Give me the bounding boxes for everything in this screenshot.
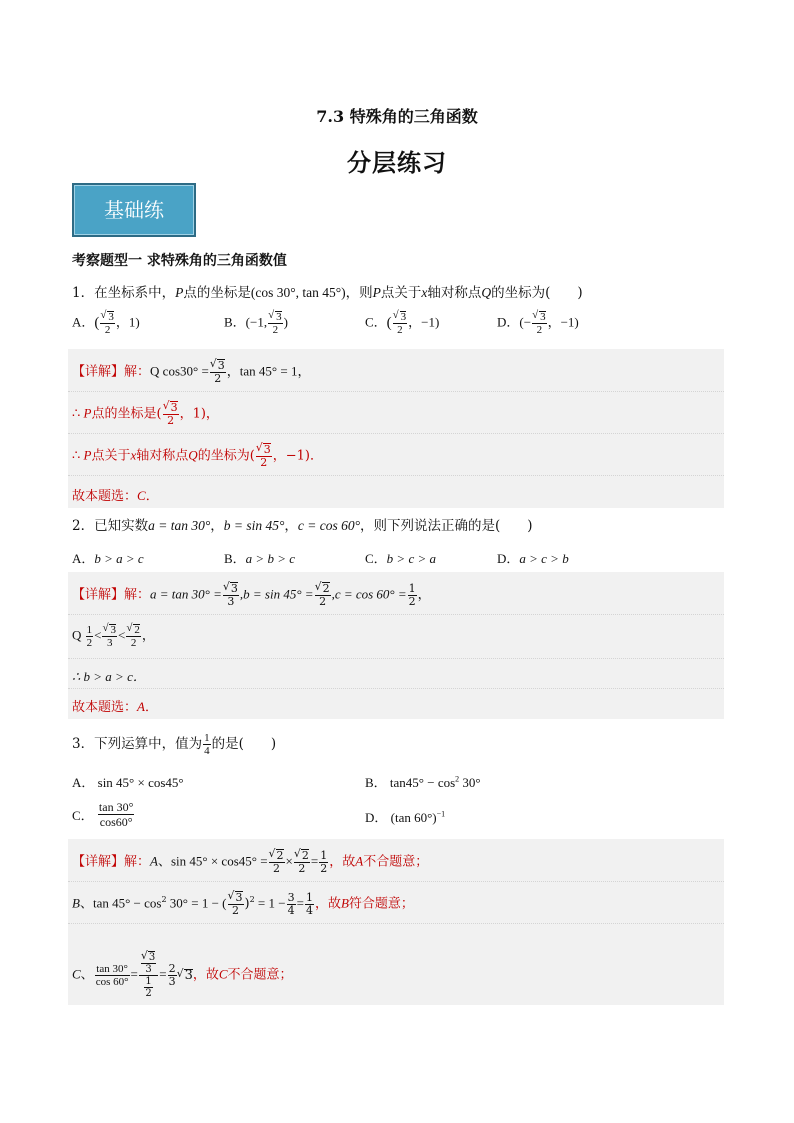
- fraction: [86, 624, 94, 649]
- option-text: sin 45° × cos45°: [97, 775, 184, 790]
- option-label: B．: [224, 551, 246, 566]
- choice-c: C: [72, 966, 81, 982]
- answer-math: = 1 −: [254, 895, 286, 911]
- var-p: P: [83, 447, 92, 463]
- answer-math: 、sin 45° × cos45° =: [157, 853, 268, 869]
- option-text: a > b > c: [245, 551, 295, 566]
- denominator: 2: [298, 862, 306, 875]
- choice-a: A: [150, 853, 158, 869]
- option-label: D．: [497, 551, 520, 566]
- answer-math: Q cos30° =: [150, 363, 209, 379]
- denominator: 2: [260, 456, 268, 469]
- answer-text: ，1)，: [179, 406, 219, 422]
- sqrt: √ 2: [276, 849, 284, 861]
- choice-a: A: [355, 853, 364, 869]
- q1-stem-text: 点的坐标是: [183, 285, 251, 301]
- q3-stem-text: 3．下列运算中，值为: [72, 736, 203, 752]
- q1-stem-text: 1．在坐标系中，: [72, 285, 176, 301]
- fraction: [315, 582, 331, 608]
- sqrt: √ 3: [107, 311, 114, 323]
- answer-text: 点关于: [91, 448, 131, 464]
- q2-answer-box: [68, 572, 724, 719]
- q1-stem-text: 点关于: [380, 285, 422, 301]
- denominator: 2: [408, 594, 416, 608]
- q2-stem-text: 2．已知实数: [72, 518, 149, 534]
- q1-var-x: x: [421, 285, 428, 300]
- option-text: ，1): [115, 314, 140, 330]
- denominator: cos60°: [99, 815, 133, 829]
- sqrt: √ 3: [170, 401, 178, 413]
- superscript: 2: [455, 774, 460, 784]
- sqrt: √ 3: [400, 311, 407, 323]
- fraction: [228, 891, 244, 917]
- numerator: 1: [408, 581, 416, 595]
- answer-text: ．: [145, 489, 159, 504]
- times: ×: [285, 853, 293, 869]
- option-text: ，−1): [547, 314, 579, 330]
- option-text: b > c > a: [386, 551, 436, 566]
- fraction: [393, 311, 408, 336]
- var-x: x: [130, 447, 137, 463]
- equals: =: [296, 895, 304, 911]
- fraction: [98, 800, 134, 829]
- fraction: [102, 624, 117, 649]
- equals: =: [130, 966, 138, 982]
- answer-text: 解：: [124, 587, 151, 603]
- q3-stem-text: 的是( ): [211, 736, 277, 752]
- denominator: 2: [214, 372, 222, 385]
- answer-text: 故本题选：: [72, 489, 138, 504]
- option-label: C．: [365, 551, 387, 566]
- fraction: [256, 443, 272, 469]
- denominator: 2: [167, 414, 175, 427]
- fraction: [408, 583, 417, 608]
- q2-stem-text: ，则下列说法正确的是( ): [360, 518, 533, 534]
- equals: =: [159, 966, 167, 982]
- numerator: tan 30°: [98, 800, 134, 814]
- var-p: P: [83, 405, 92, 421]
- q1-var-p: P: [175, 285, 184, 300]
- fraction: [210, 359, 226, 385]
- answer-text: ，: [141, 627, 155, 643]
- q2-answer-line-3: ∴ b > a > c．: [72, 669, 146, 684]
- answer-text: ，故: [329, 854, 356, 870]
- choice-b: B: [72, 895, 80, 911]
- answer-math: ,b = sin 45° =: [239, 586, 314, 602]
- denominator: 3: [106, 637, 113, 649]
- answer-text: 轴对称点: [136, 448, 189, 464]
- q1-var-p: P: [372, 285, 381, 300]
- answer-text: 不合题意；: [363, 854, 429, 870]
- denominator: 4: [204, 745, 210, 757]
- sqrt: √ 2: [301, 849, 309, 861]
- denominator: 3: [168, 974, 176, 988]
- answer-math: 、tan 45° − cos: [79, 895, 162, 911]
- numerator: 1: [86, 624, 93, 636]
- detail-tag: 【详解】: [72, 854, 125, 870]
- option-label: A．: [72, 551, 95, 566]
- sqrt: √ 2: [322, 582, 330, 594]
- denominator: 2: [536, 324, 543, 336]
- fraction: [305, 892, 314, 917]
- denominator: 2: [104, 324, 111, 336]
- fraction: [95, 963, 130, 988]
- equals: =: [310, 853, 319, 869]
- q2-option-b[interactable]: [224, 548, 295, 567]
- answer-text: 解：: [124, 854, 151, 870]
- denominator: 2: [130, 637, 137, 649]
- q2-option-d[interactable]: [497, 548, 569, 567]
- denominator: 3: [145, 964, 152, 975]
- option-label: B．: [224, 314, 246, 330]
- lt: <: [117, 627, 126, 643]
- denominator: 2: [86, 637, 93, 649]
- answer-math: 30° = 1 − (: [166, 895, 227, 911]
- q2-option-c[interactable]: [365, 548, 436, 567]
- q2-stem: [72, 514, 533, 534]
- q1-answer-line-2: [72, 401, 219, 427]
- answer-text: 解：: [124, 364, 151, 380]
- q3-option-a[interactable]: [72, 772, 184, 791]
- q3-option-d[interactable]: [365, 807, 445, 826]
- q3-option-c[interactable]: [72, 800, 135, 829]
- numerator: 3: [287, 890, 295, 904]
- numerator: tan 30°: [96, 962, 128, 975]
- fraction: [269, 849, 285, 875]
- q1-stem-text: ，则: [345, 285, 373, 301]
- answer-text: 不合题意；: [227, 967, 293, 983]
- option-label: C．: [365, 314, 387, 330]
- denominator: 2: [273, 862, 281, 875]
- answer-text: 的坐标为(: [197, 448, 255, 464]
- q1-answer-box: [68, 349, 724, 508]
- q1-coord: (cos 30°, tan 45°): [250, 285, 346, 300]
- q1-answer-line-1: [72, 359, 310, 385]
- answer-math: 、: [80, 966, 94, 982]
- numerator: 1: [320, 848, 328, 862]
- denominator: 2: [320, 861, 328, 875]
- fraction: [223, 582, 239, 608]
- denominator: 2: [145, 988, 152, 999]
- q2-answer-line-1: [72, 582, 431, 608]
- detail-tag: 【详解】: [72, 364, 125, 380]
- denominator: 3: [227, 595, 235, 608]
- q2-stem-text: ，: [210, 518, 224, 534]
- sqrt: √ 3: [217, 359, 225, 371]
- denominator: 4: [305, 903, 313, 917]
- fraction: [268, 311, 283, 336]
- answer-text: 故本题选：: [72, 700, 138, 715]
- q2-math: a = tan 30°: [148, 518, 211, 533]
- denominator: 2: [319, 595, 327, 608]
- choice-c: C: [218, 966, 228, 982]
- numerator: 1: [145, 976, 152, 987]
- q3-answer-line-2: B、$\tan 45^\circ - \cos^2 30^\circ = 1$ − ( √ $\frac{3}{2}$ )$^2$ = 1 − $\frac{3}{4}$ = $\frac{1}{4}$ ，故B符合题意；: [72, 891, 414, 917]
- denominator: 2: [272, 324, 279, 336]
- option-label: D．: [497, 314, 520, 330]
- document-title: 7.3 特殊角的三角函数: [316, 107, 478, 126]
- answer-choice: C: [137, 488, 146, 503]
- option-text: ): [283, 314, 288, 330]
- numerator: 1: [204, 732, 210, 744]
- q2-stem-text: ，: [284, 518, 298, 534]
- answer-text: 符合题意；: [348, 896, 414, 912]
- option-label: A．: [72, 314, 95, 330]
- fraction: [294, 849, 310, 875]
- q2-option-a[interactable]: [72, 548, 144, 567]
- q1-answer-line-4: [72, 485, 159, 504]
- option-label: A．: [72, 775, 95, 790]
- fraction: [168, 963, 177, 988]
- denominator: cos 60°: [95, 975, 129, 988]
- therefore: ∴: [72, 447, 84, 463]
- sqrt: √ 3: [230, 582, 238, 594]
- option-text: ，−1): [408, 314, 440, 330]
- q3-answer-line-1: [72, 849, 428, 875]
- q3-stem: [72, 732, 276, 757]
- sqrt: √ 3: [263, 443, 271, 455]
- sqrt: √ 3: [109, 624, 116, 636]
- q2-math: c = cos 60°: [297, 518, 360, 533]
- option-label: D．: [365, 810, 388, 825]
- fraction: [126, 624, 141, 649]
- answer-text: ，故: [314, 896, 341, 912]
- q1-stem-text: 轴对称点: [427, 285, 482, 301]
- document-subtitle: 分层练习: [347, 148, 447, 177]
- q3-option-b[interactable]: [365, 772, 481, 791]
- sqrt: √ 3: [275, 311, 282, 323]
- superscript: 2: [249, 895, 255, 905]
- answer-text: ，−1)．: [272, 448, 324, 464]
- fraction: [100, 311, 115, 336]
- q1-option-c[interactable]: C．( √ $\frac{3}{2}$ ，−1): [365, 311, 439, 336]
- detail-tag: 【详解】: [72, 587, 125, 603]
- q3-answer-line-3: [72, 951, 293, 999]
- answer-choice: A: [137, 699, 145, 714]
- therefore: ∴: [72, 405, 84, 421]
- numerator: 1: [305, 890, 313, 904]
- q1-var-q: Q: [481, 285, 492, 300]
- q1-option-b[interactable]: [224, 311, 288, 336]
- answer-text: ，故: [192, 967, 219, 983]
- answer-text: 点的坐标是(: [91, 406, 162, 422]
- option-text: (tan 60°): [390, 810, 437, 825]
- fraction: [532, 311, 547, 336]
- option-text: 30°: [459, 775, 481, 790]
- option-text: b > a > c: [94, 551, 144, 566]
- sqrt: √ 2: [133, 624, 140, 636]
- q1-stem: [72, 281, 583, 301]
- numerator: 2: [168, 961, 176, 975]
- q3-answer-box: [68, 839, 724, 1005]
- q2-answer-line-4: [72, 696, 158, 715]
- because: Q: [72, 627, 82, 643]
- answer-text: ．: [144, 700, 158, 715]
- sqrt: √ 3: [148, 951, 155, 963]
- option-text: a > c > b: [519, 551, 569, 566]
- q1-option-d[interactable]: [497, 311, 579, 336]
- compound-fraction: [139, 951, 158, 999]
- denominator: 4: [287, 903, 295, 917]
- choice-b: B: [340, 895, 349, 911]
- fraction: [287, 892, 296, 917]
- sqrt: √ 3: [539, 311, 546, 323]
- fraction: [319, 850, 328, 875]
- denominator: 2: [397, 324, 403, 336]
- option-text: (−1,: [245, 314, 268, 330]
- section-heading: 考察题型一 求特殊角的三角函数值: [72, 253, 287, 269]
- option-label: B．: [365, 775, 387, 790]
- fraction: [163, 401, 179, 427]
- superscript: 2: [161, 895, 167, 905]
- option-text: (−: [519, 314, 532, 330]
- option-text: tan45° − cos: [389, 775, 456, 790]
- sqrt: √ 3: [235, 891, 243, 903]
- level-badge: 基础练: [72, 183, 196, 237]
- answer-math: ，tan 45° = 1，: [226, 363, 311, 379]
- answer-math: a = tan 30° =: [150, 586, 222, 602]
- denominator: 2: [232, 904, 239, 917]
- option-label: C．: [72, 808, 94, 823]
- answer-math: ，: [417, 586, 431, 602]
- superscript: −1: [436, 809, 446, 819]
- var-q: Q: [188, 447, 198, 463]
- lt: <: [94, 627, 102, 643]
- sqrt: √ 3: [184, 969, 193, 981]
- q1-option-a[interactable]: A．( √ $\frac{3}{2}$ ，1): [72, 311, 140, 336]
- q2-answer-line-2: [72, 624, 155, 649]
- q2-math: b = sin 45°: [223, 518, 285, 533]
- q1-stem-text: 的坐标为( ): [491, 285, 583, 301]
- q1-answer-line-3: [72, 443, 323, 469]
- answer-math: ,c = cos 60° =: [331, 586, 407, 602]
- fraction: [203, 732, 211, 757]
